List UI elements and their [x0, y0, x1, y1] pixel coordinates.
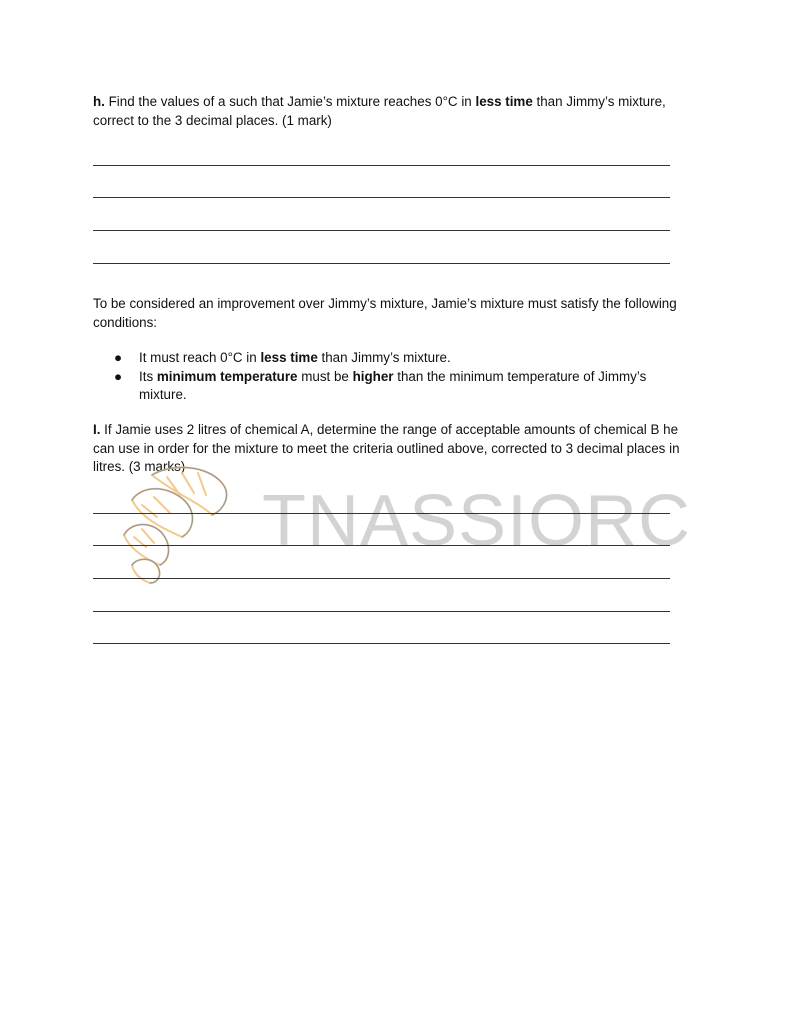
answer-line-h-2[interactable] [93, 197, 670, 198]
condition-bold: minimum temperature [156, 368, 298, 384]
bullet-icon: ● [114, 350, 123, 365]
condition-text-after: than the minimum temperature of Jimmy’s mixture. [139, 368, 647, 402]
condition-text-middle: must be [297, 368, 353, 384]
condition-text-after: than Jimmy’s mixture. [317, 350, 451, 365]
question-h-bold: less time [475, 94, 533, 109]
watermark-text: TNASSIORC [262, 481, 692, 561]
answer-line-i-3[interactable] [93, 578, 670, 579]
condition-bold-2: higher [352, 368, 394, 384]
question-h-text-before: Find the values of a such that Jamie’s mixture reaches 0°C in [104, 94, 476, 109]
croissant-icon [112, 455, 242, 590]
question-h [93, 93, 693, 130]
conditions-intro: To be considered an improvement over Jimmy’s mixture, Jamie’s mixture must satisfy the following conditions: [93, 296, 677, 330]
question-i-label: I. [93, 422, 101, 437]
answer-line-h-1[interactable] [93, 165, 670, 166]
answer-line-i-4[interactable] [93, 611, 670, 612]
answer-line-h-4[interactable] [93, 263, 670, 264]
bullet-icon: ● [114, 368, 123, 384]
condition-text-before: Its [139, 368, 157, 384]
condition-item [114, 368, 694, 405]
question-h-text-after: than Jimmy’s mixture, correct to the 3 decimal places. (1 mark) [93, 94, 666, 128]
condition-bold: less time [260, 350, 318, 365]
conditions-list [114, 349, 694, 405]
condition-item [114, 349, 694, 368]
answer-line-h-3[interactable] [93, 230, 670, 231]
question-i-text: If Jamie uses 2 litres of chemical A, determine the range of acceptable amounts of chemical B he can use in order for the mixture to meet the criteria outlined above, corrected to 3 decimal places in litres. (3 marks) [93, 422, 680, 474]
answer-line-i-5[interactable] [93, 643, 670, 644]
condition-text-before: It must reach 0°C in [139, 350, 261, 365]
question-h-label: h. [93, 94, 105, 109]
answer-line-i-1[interactable] [93, 513, 670, 514]
answer-line-i-2[interactable] [93, 545, 670, 546]
